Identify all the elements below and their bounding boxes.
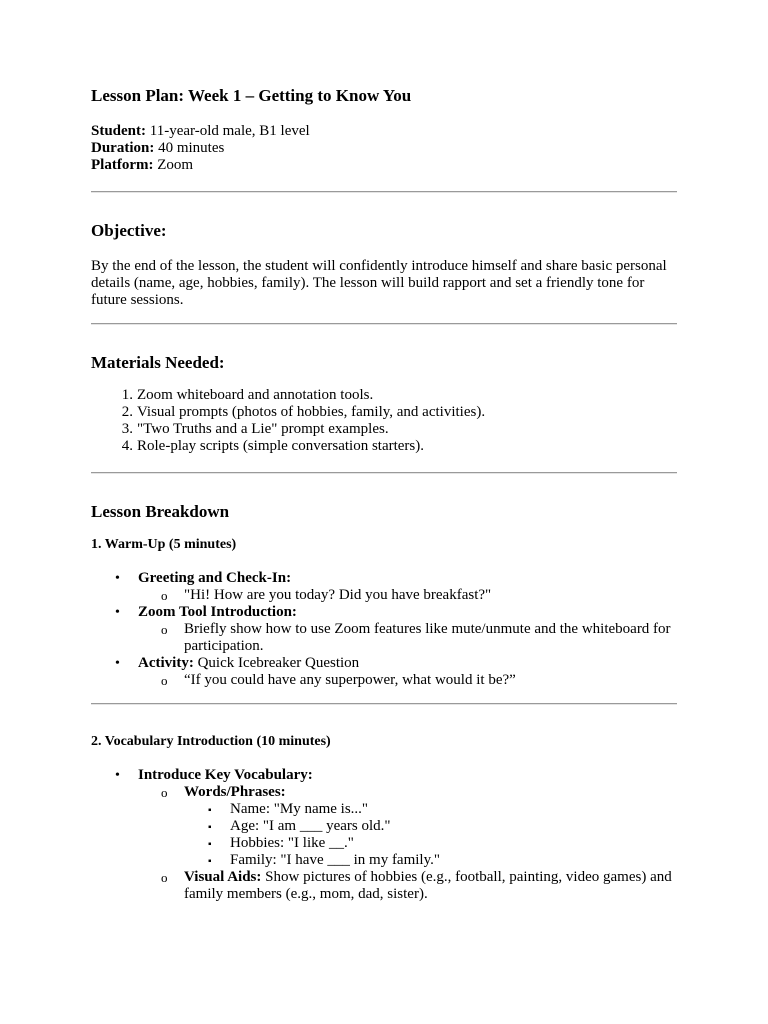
word-item [184, 835, 677, 852]
sub-list-item [138, 621, 677, 655]
bullet-icon: • [115, 656, 120, 671]
sub-item-text: “If you could have any superpower, what would it be?” [184, 672, 516, 688]
circle-bullet-icon: o [161, 588, 168, 603]
square-bullet-icon: ▪ [208, 839, 212, 850]
item-text: Quick Icebreaker Question [193, 655, 360, 671]
materials-heading: Materials Needed: [91, 353, 225, 372]
list-item [91, 767, 677, 903]
sub-item-label: Visual Aids: [184, 869, 262, 885]
square-bullet-icon: ▪ [208, 822, 212, 833]
vocab-list [91, 767, 677, 903]
meta-duration [91, 140, 677, 157]
word-text: Name: "My name is..." [230, 801, 369, 817]
objective-heading: Objective: [91, 221, 167, 240]
item-label: Activity: [138, 655, 194, 671]
list-number: 2. [121, 404, 133, 420]
list-item [91, 404, 677, 421]
list-number: 3. [121, 421, 133, 437]
sub-list-item [138, 587, 677, 604]
meta-value: Zoom [153, 157, 194, 173]
sub-list-item [138, 869, 677, 903]
list-item-text: Zoom whiteboard and annotation tools. [137, 387, 374, 403]
word-text: Age: "I am ___ years old." [230, 818, 391, 834]
list-item [91, 604, 677, 655]
page-title: Lesson Plan: Week 1 – Getting to Know You [91, 86, 412, 105]
meta-platform [91, 157, 677, 174]
word-item [184, 852, 677, 869]
sub-item-text: Show pictures of hobbies (e.g., football, painting, video games) and family members (e.g., mom, dad, sister). [184, 869, 672, 902]
list-item-text: Visual prompts (photos of hobbies, family, and activities). [137, 404, 486, 420]
warmup-heading: 1. Warm-Up (5 minutes) [91, 537, 237, 552]
circle-bullet-icon: o [161, 870, 168, 885]
meta-label: Platform: [91, 157, 154, 173]
circle-bullet-icon: o [161, 622, 168, 637]
meta-value: 11-year-old male, B1 level [146, 123, 310, 139]
list-item-text: Role-play scripts (simple conversation starters). [137, 438, 425, 454]
sub-item-text: "Hi! How are you today? Did you have breakfast?" [184, 587, 492, 603]
materials-list [91, 387, 677, 455]
sub-list-item [138, 672, 677, 689]
sub-list [138, 587, 677, 604]
meta-student [91, 123, 677, 140]
sub-list [138, 784, 677, 903]
breakdown-heading: Lesson Breakdown [91, 502, 230, 521]
document-page [91, 86, 677, 903]
bullet-icon: • [115, 768, 120, 783]
meta-value: 40 minutes [154, 140, 225, 156]
vocab-heading: 2. Vocabulary Introduction (10 minutes) [91, 734, 331, 749]
objective-text: By the end of the lesson, the student will confidently introduce himself and share basic personal details (name, age, hobbies, family). The lesson will build rapport and set a friendly tone for future sessions. [91, 258, 667, 308]
sub-list [138, 621, 677, 655]
bullet-icon: • [115, 571, 120, 586]
words-list [184, 801, 677, 869]
meta-label: Student: [91, 123, 147, 139]
square-bullet-icon: ▪ [208, 856, 212, 867]
sub-item-text: Briefly show how to use Zoom features like mute/unmute and the whiteboard for participation. [184, 621, 671, 654]
meta-label: Duration: [91, 140, 155, 156]
circle-bullet-icon: o [161, 785, 168, 800]
word-text: Family: "I have ___ in my family." [230, 852, 440, 868]
list-item [91, 438, 677, 455]
item-label: Greeting and Check-In: [138, 570, 292, 586]
word-item [184, 801, 677, 818]
circle-bullet-icon: o [161, 673, 168, 688]
list-item [91, 655, 677, 689]
word-text: Hobbies: "I like __." [230, 835, 354, 851]
list-item [91, 387, 677, 404]
list-number: 4. [121, 438, 133, 454]
list-item [91, 421, 677, 438]
list-item [91, 570, 677, 604]
bullet-icon: • [115, 605, 120, 620]
item-label: Zoom Tool Introduction: [138, 604, 297, 620]
square-bullet-icon: ▪ [208, 805, 212, 816]
sub-item-label: Words/Phrases: [184, 784, 286, 800]
sub-list [138, 672, 677, 689]
list-number: 1. [121, 387, 133, 403]
item-label: Introduce Key Vocabulary: [138, 767, 313, 783]
list-item-text: "Two Truths and a Lie" prompt examples. [137, 421, 389, 437]
warmup-list [91, 570, 677, 689]
word-item [184, 818, 677, 835]
sub-list-item [138, 784, 677, 869]
